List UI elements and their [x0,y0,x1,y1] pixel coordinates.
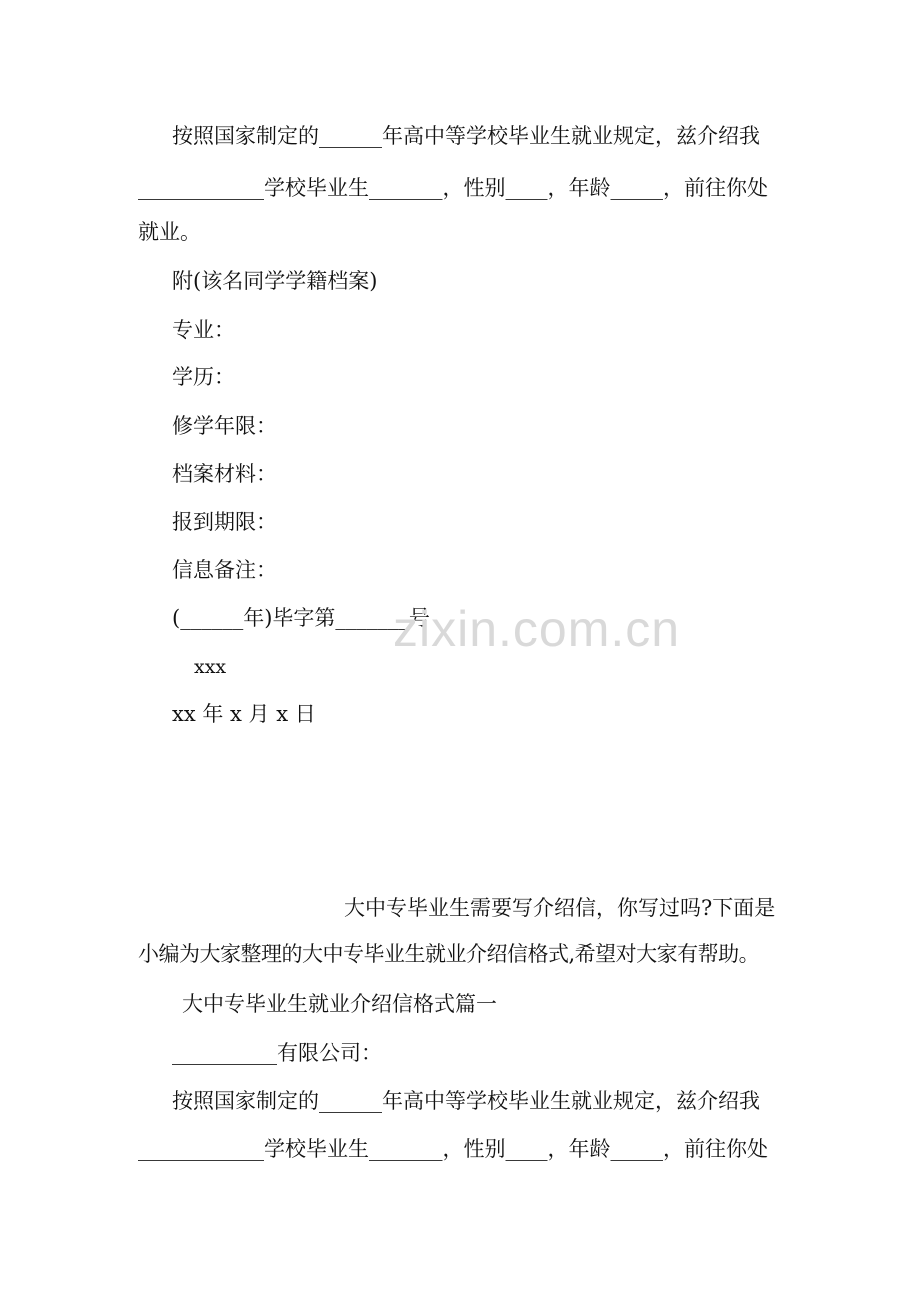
addressee: __________有限公司： [172,1041,382,1065]
notes-field: 信息备注： [172,558,277,582]
intro-line-2: ____________学校毕业生_______，性别____，年龄_____，前往你处 [138,176,768,200]
intro-line-3: 就业。 [138,220,201,244]
date: xx 年 x 月 x 日 [172,702,316,726]
watermark-visible: zixin.com.cn [393,601,681,657]
letter-intro-line-2: ____________学校毕业生_______，性别____，年龄_____，前往你处 [138,1137,768,1161]
archive-field: 档案材料： [172,462,277,486]
letter-intro-line-1: 按照国家制定的______年高中等学校毕业生就业规定，兹介绍我 [172,1089,760,1113]
education-field: 学历： [172,365,235,389]
article-intro-line-1: 大中专毕业生需要写介绍信，你写过吗?下面是 [344,896,776,920]
reference-number: (______年)毕字第_______号 [172,606,430,630]
article-intro-line-2: 小编为大家整理的大中专毕业生就业介绍信格式,希望对大家有帮助。 [138,942,760,966]
intro-line-1: 按照国家制定的______年高中等学校毕业生就业规定，兹介绍我 [172,124,760,148]
major-field: 专业： [172,318,235,342]
years-field: 修学年限： [172,414,277,438]
report-deadline-field: 报到期限： [172,510,277,534]
signature: xxx [194,656,227,678]
attachment-label: 附(该名同学学籍档案) [172,269,378,293]
article-heading: 大中专毕业生就业介绍信格式篇一 [182,992,497,1016]
